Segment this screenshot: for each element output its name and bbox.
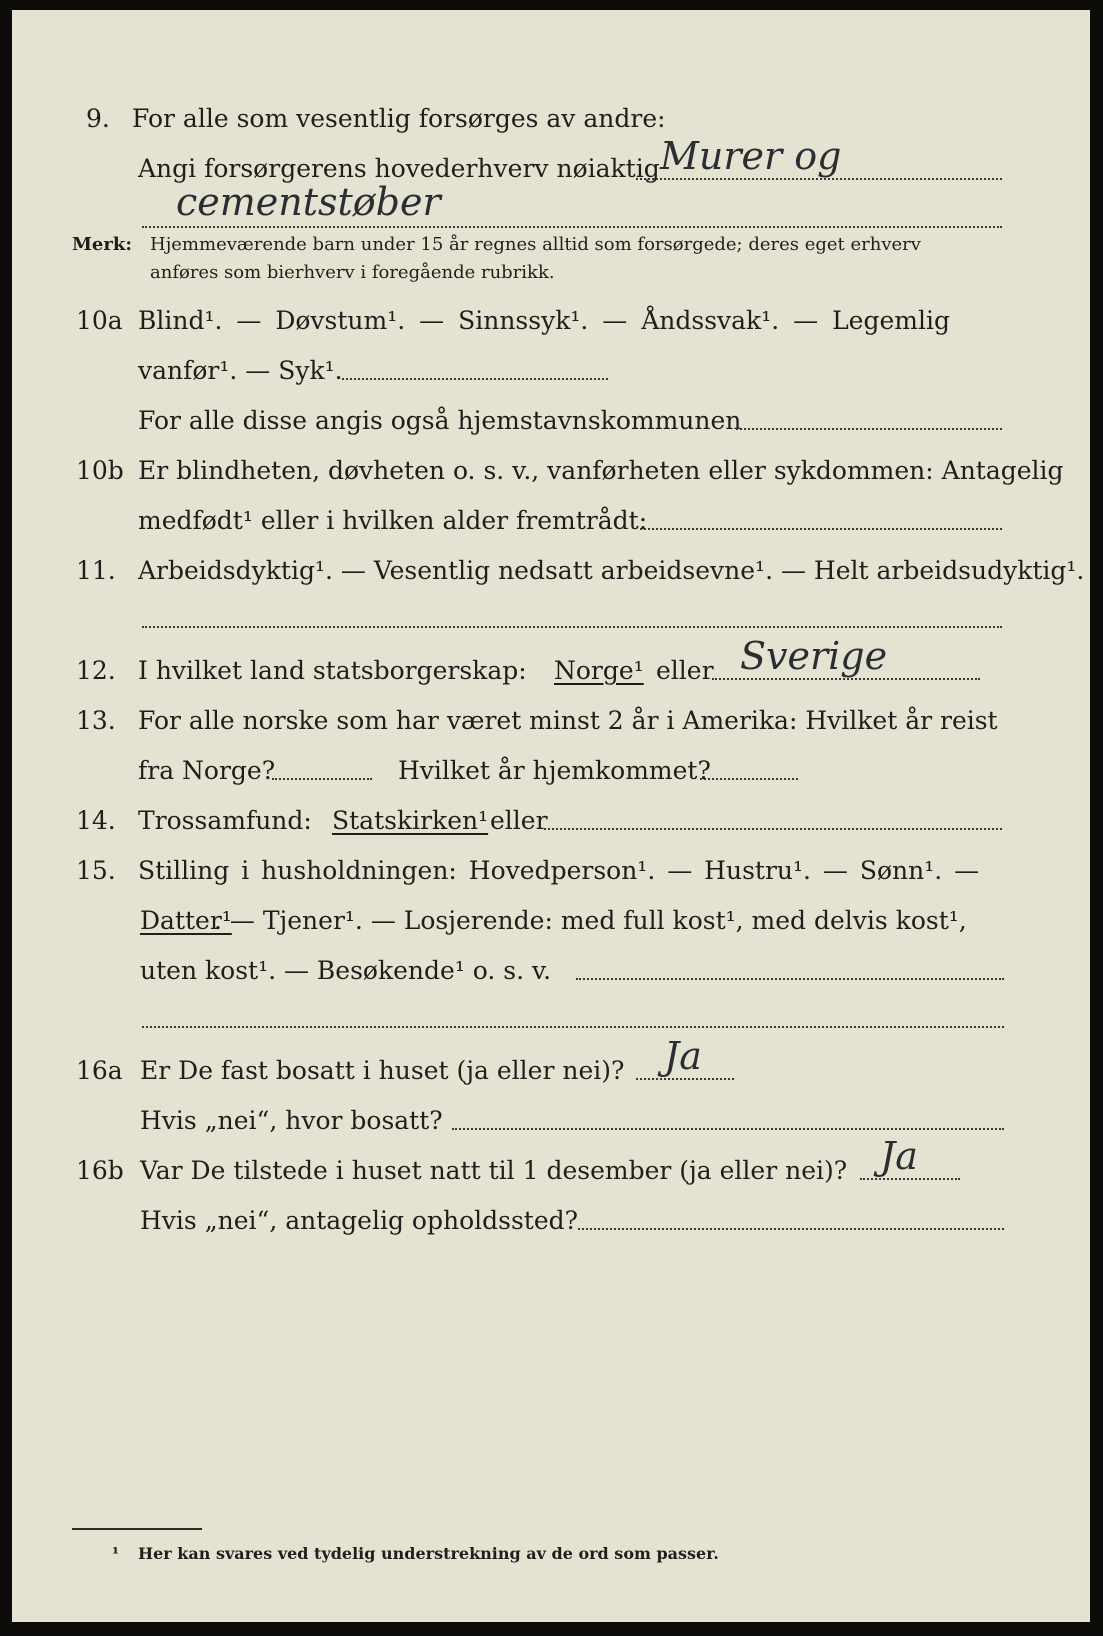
q16b-line2: Hvis „nei“, antagelig opholdssted? [140, 1206, 579, 1235]
merk-label: Merk: [72, 234, 132, 255]
q13-year-left-line [272, 778, 372, 780]
q16a-handwritten-answer: Ja [664, 1034, 702, 1078]
q16b-line1: Var De tilstede i huset natt til 1 desember (ja eller nei)? [140, 1156, 848, 1185]
q9-answer-line [636, 178, 1002, 180]
q16a-answer-line [636, 1078, 734, 1080]
q16a-line1: Er De fast bosatt i huset (ja eller nei)? [140, 1056, 625, 1085]
q9-handwritten-answer-2: cementstøber [176, 180, 441, 224]
q13-line1: For alle norske som har været minst 2 år i Amerika: Hvilket år reist [138, 706, 998, 735]
q16b-answer-line [860, 1178, 960, 1180]
q15-line3: uten kost¹. — Besøkende¹ o. s. v. [140, 956, 552, 985]
q12-prefix: I hvilket land statsborgerskap: [138, 656, 527, 685]
q13-line2b: Hvilket år hjemkommet? [398, 756, 711, 785]
q15-line2: . — Tjener¹. — Losjerende: med full kost¹, med delvis kost¹, [214, 906, 967, 935]
q12-handwritten-answer: Sverige [740, 634, 888, 678]
q12-number: 12. [76, 656, 116, 685]
q12-option-norge: Norge¹ [554, 656, 644, 685]
q14-number: 14. [76, 806, 116, 835]
q9-answer-line-2 [142, 226, 1002, 228]
q16a-number: 16a [76, 1056, 123, 1085]
merk-line1: Hjemmeværende barn under 15 år regnes alltid som forsørgede; deres eget erhverv [150, 234, 921, 255]
q11-number: 11. [76, 556, 116, 585]
q10a-line1: Blind¹. — Døvstum¹. — Sinnssyk¹. — Åndssvak¹. — Legemlig [138, 306, 950, 335]
q16b-number: 16b [76, 1156, 124, 1185]
footnote-text: Her kan svares ved tydelig understrekning av de ord som passer. [138, 1544, 719, 1563]
q13-line2a: fra Norge? [138, 756, 276, 785]
q9-line2: Angi forsørgerens hovederhverv nøiaktig [138, 154, 660, 183]
q10b-answer-line [640, 528, 1002, 530]
q14-suffix: eller [490, 806, 548, 835]
q15-line1: Stilling i husholdningen: Hovedperson¹. — Hustru¹. — Sønn¹. — [138, 856, 980, 885]
q12-answer-line [712, 678, 980, 680]
q15-number: 15. [76, 856, 116, 885]
footnote-mark: ¹ [112, 1544, 120, 1563]
q14-answer-line [544, 828, 1002, 830]
q10b-line2: medfødt¹ eller i hvilken alder fremtrådt: [138, 506, 648, 535]
footnote-rule [72, 1528, 202, 1530]
q14-prefix: Trossamfund: [138, 806, 312, 835]
q15-answer-line-2 [142, 1026, 1004, 1028]
q11-answer-line [142, 626, 1002, 628]
q15-option-datter: Datter¹ [140, 906, 232, 935]
q15-answer-line [576, 978, 1004, 980]
q16a-line2: Hvis „nei“, hvor bosatt? [140, 1106, 443, 1135]
q11-line1: Arbeidsdyktig¹. — Vesentlig nedsatt arbeidsevne¹. — Helt arbeidsudyktig¹. [138, 556, 1085, 585]
q16a-residence-line [452, 1128, 1004, 1130]
q10a-number: 10a [76, 306, 123, 335]
merk-line2: anføres som bierhverv i foregående rubrikk. [150, 262, 555, 283]
q10a-line3: For alle disse angis også hjemstavnskommunen [138, 406, 742, 435]
q9-handwritten-answer-1: Murer og [660, 134, 842, 178]
q9-line1: For alle som vesentlig forsørges av andre: [132, 104, 666, 133]
q9-number: 9. [86, 104, 110, 133]
q10a-line2: vanfør¹. — Syk¹. [138, 356, 343, 385]
q16b-handwritten-answer: Ja [880, 1134, 918, 1178]
q13-year-returned-line [700, 778, 798, 780]
q12-suffix: eller [656, 656, 714, 685]
q10b-line1: Er blindheten, døvheten o. s. v., vanførheten eller sykdommen: Antagelig [138, 456, 1064, 485]
q14-option-statskirken: Statskirken¹ [332, 806, 489, 835]
q10a-answer-line [342, 378, 608, 380]
q13-number: 13. [76, 706, 116, 735]
q10b-number: 10b [76, 456, 124, 485]
q10a-municipality-line [736, 428, 1002, 430]
q16b-whereabouts-line [578, 1228, 1004, 1230]
